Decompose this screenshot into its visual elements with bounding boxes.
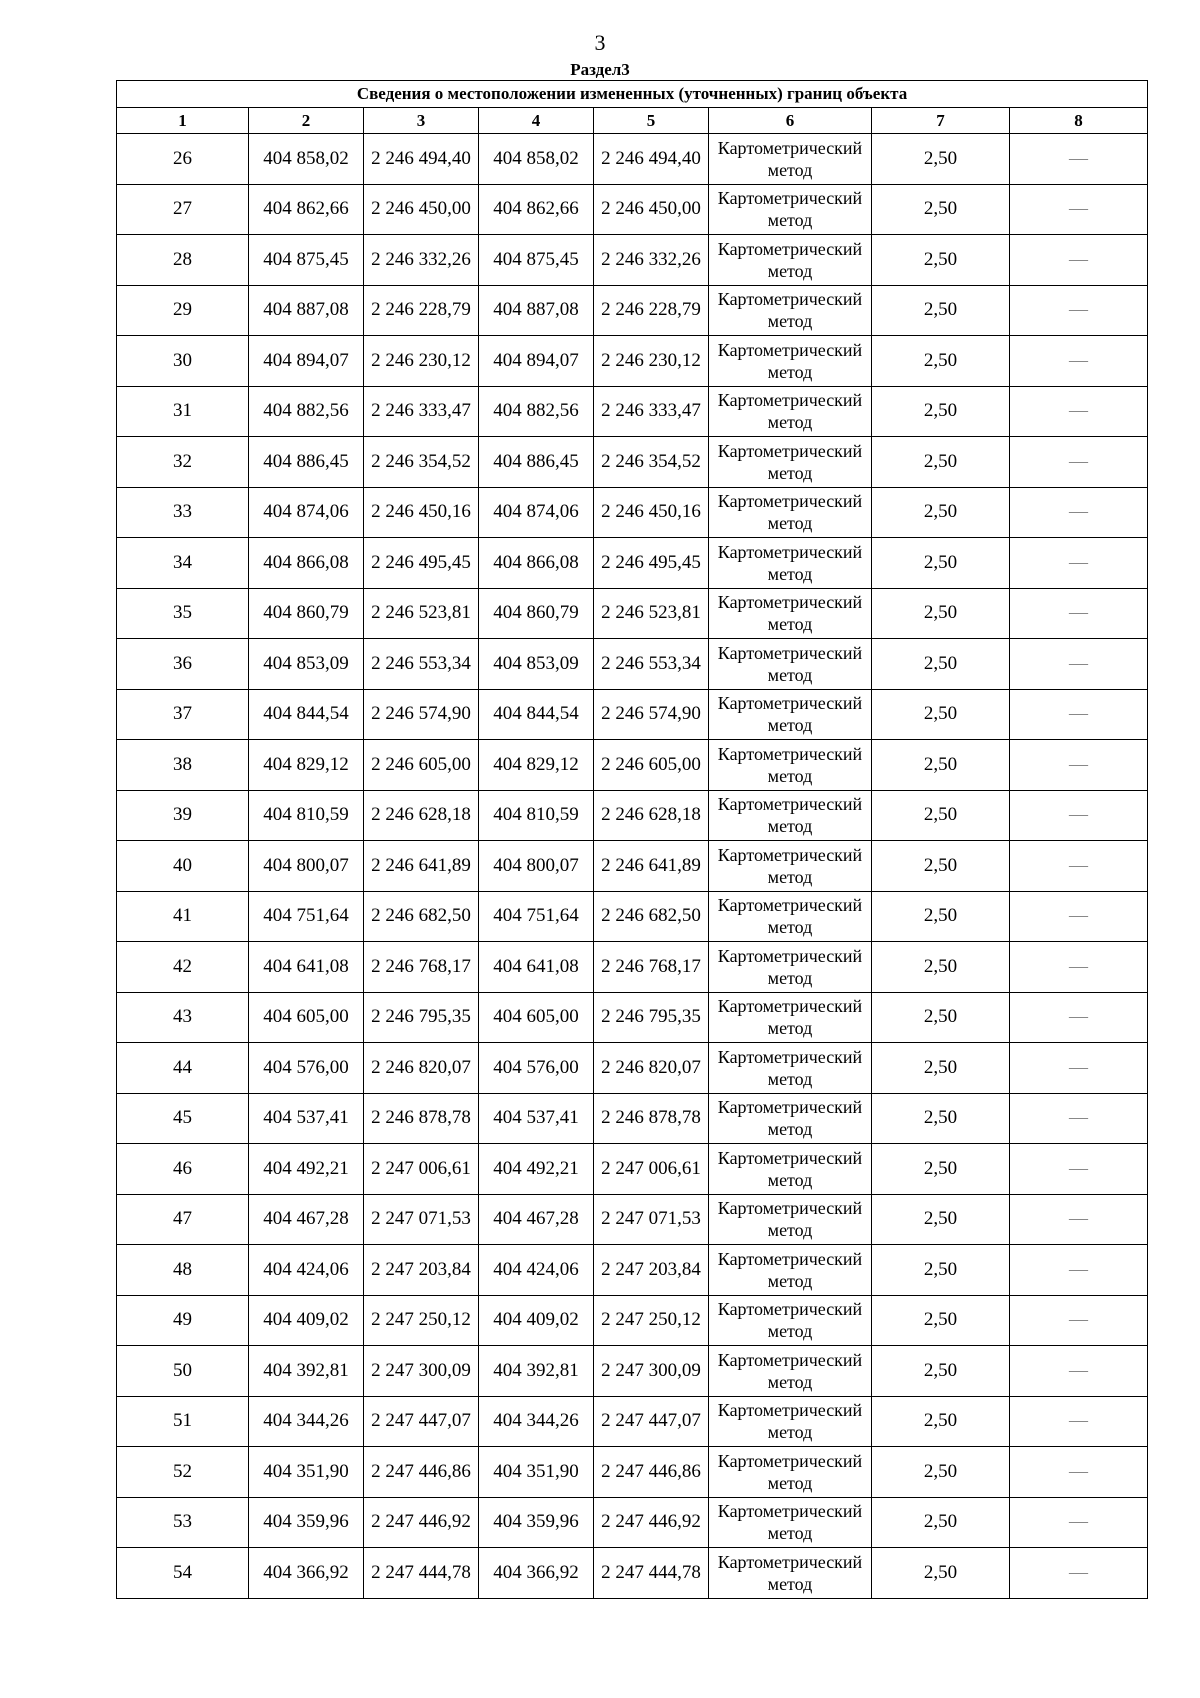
cell-description: — xyxy=(1010,1548,1148,1599)
cell-x-existing: 404 366,92 xyxy=(249,1548,364,1599)
table-row xyxy=(117,1447,1148,1498)
cell-accuracy: 2,50 xyxy=(872,639,1010,690)
cell-y-existing: 2 246 354,52 xyxy=(364,437,479,488)
cell-x-existing: 404 641,08 xyxy=(249,942,364,993)
column-number: 4 xyxy=(479,108,594,134)
cell-point-number: 50 xyxy=(117,1346,249,1397)
cell-accuracy: 2,50 xyxy=(872,538,1010,589)
cell-accuracy: 2,50 xyxy=(872,386,1010,437)
cell-description: — xyxy=(1010,1295,1148,1346)
cell-point-number: 33 xyxy=(117,487,249,538)
cell-y-existing: 2 246 878,78 xyxy=(364,1093,479,1144)
cell-method: Картометрический метод xyxy=(709,891,872,942)
cell-y-existing: 2 246 494,40 xyxy=(364,134,479,185)
cell-x-refined: 404 882,56 xyxy=(479,386,594,437)
cell-method: Картометрический метод xyxy=(709,1295,872,1346)
cell-description: — xyxy=(1010,1346,1148,1397)
cell-y-existing: 2 246 795,35 xyxy=(364,992,479,1043)
cell-x-existing: 404 359,96 xyxy=(249,1497,364,1548)
cell-y-existing: 2 246 768,17 xyxy=(364,942,479,993)
table-row xyxy=(117,942,1148,993)
table-row xyxy=(117,689,1148,740)
cell-x-existing: 404 537,41 xyxy=(249,1093,364,1144)
cell-y-refined: 2 246 820,07 xyxy=(594,1043,709,1094)
cell-accuracy: 2,50 xyxy=(872,1346,1010,1397)
cell-method: Картометрический метод xyxy=(709,1396,872,1447)
cell-x-existing: 404 424,06 xyxy=(249,1245,364,1296)
cell-x-refined: 404 862,66 xyxy=(479,184,594,235)
cell-description: — xyxy=(1010,1447,1148,1498)
cell-y-refined: 2 247 250,12 xyxy=(594,1295,709,1346)
cell-method: Картометрический метод xyxy=(709,1245,872,1296)
cell-method: Картометрический метод xyxy=(709,134,872,185)
cell-y-existing: 2 247 006,61 xyxy=(364,1144,479,1195)
cell-method: Картометрический метод xyxy=(709,1093,872,1144)
cell-y-existing: 2 247 203,84 xyxy=(364,1245,479,1296)
cell-point-number: 43 xyxy=(117,992,249,1043)
cell-x-refined: 404 800,07 xyxy=(479,841,594,892)
table-row xyxy=(117,1295,1148,1346)
cell-x-existing: 404 874,06 xyxy=(249,487,364,538)
cell-point-number: 54 xyxy=(117,1548,249,1599)
table-row xyxy=(117,235,1148,286)
cell-x-refined: 404 492,21 xyxy=(479,1144,594,1195)
cell-point-number: 46 xyxy=(117,1144,249,1195)
column-number: 7 xyxy=(872,108,1010,134)
cell-y-existing: 2 246 574,90 xyxy=(364,689,479,740)
cell-method: Картометрический метод xyxy=(709,992,872,1043)
cell-point-number: 51 xyxy=(117,1396,249,1447)
cell-accuracy: 2,50 xyxy=(872,942,1010,993)
cell-y-refined: 2 247 071,53 xyxy=(594,1194,709,1245)
table-row xyxy=(117,891,1148,942)
cell-description: — xyxy=(1010,184,1148,235)
cell-x-existing: 404 392,81 xyxy=(249,1346,364,1397)
cell-y-refined: 2 246 354,52 xyxy=(594,437,709,488)
cell-y-existing: 2 246 495,45 xyxy=(364,538,479,589)
cell-y-existing: 2 247 071,53 xyxy=(364,1194,479,1245)
cell-x-existing: 404 887,08 xyxy=(249,285,364,336)
cell-description: — xyxy=(1010,1396,1148,1447)
cell-y-existing: 2 246 641,89 xyxy=(364,841,479,892)
cell-y-existing: 2 246 820,07 xyxy=(364,1043,479,1094)
cell-method: Картометрический метод xyxy=(709,1144,872,1195)
cell-x-existing: 404 866,08 xyxy=(249,538,364,589)
table-row xyxy=(117,740,1148,791)
table-row xyxy=(117,1396,1148,1447)
cell-x-existing: 404 467,28 xyxy=(249,1194,364,1245)
cell-description: — xyxy=(1010,841,1148,892)
cell-accuracy: 2,50 xyxy=(872,336,1010,387)
cell-point-number: 29 xyxy=(117,285,249,336)
cell-description: — xyxy=(1010,285,1148,336)
cell-point-number: 53 xyxy=(117,1497,249,1548)
cell-point-number: 47 xyxy=(117,1194,249,1245)
cell-x-refined: 404 409,02 xyxy=(479,1295,594,1346)
cell-accuracy: 2,50 xyxy=(872,1396,1010,1447)
cell-accuracy: 2,50 xyxy=(872,1447,1010,1498)
cell-y-existing: 2 246 332,26 xyxy=(364,235,479,286)
cell-x-refined: 404 344,26 xyxy=(479,1396,594,1447)
cell-y-refined: 2 247 006,61 xyxy=(594,1144,709,1195)
table-row xyxy=(117,992,1148,1043)
cell-y-existing: 2 246 450,16 xyxy=(364,487,479,538)
cell-x-refined: 404 866,08 xyxy=(479,538,594,589)
cell-y-existing: 2 247 300,09 xyxy=(364,1346,479,1397)
cell-method: Картометрический метод xyxy=(709,1346,872,1397)
cell-y-refined: 2 246 795,35 xyxy=(594,992,709,1043)
cell-method: Картометрический метод xyxy=(709,285,872,336)
cell-y-refined: 2 246 628,18 xyxy=(594,790,709,841)
cell-method: Картометрический метод xyxy=(709,790,872,841)
column-number: 2 xyxy=(249,108,364,134)
cell-x-existing: 404 605,00 xyxy=(249,992,364,1043)
column-number-row xyxy=(117,108,1148,134)
column-number: 8 xyxy=(1010,108,1148,134)
cell-x-refined: 404 874,06 xyxy=(479,487,594,538)
cell-description: — xyxy=(1010,336,1148,387)
cell-x-existing: 404 751,64 xyxy=(249,891,364,942)
table-row xyxy=(117,1245,1148,1296)
cell-x-refined: 404 467,28 xyxy=(479,1194,594,1245)
table-row xyxy=(117,841,1148,892)
cell-x-refined: 404 886,45 xyxy=(479,437,594,488)
cell-x-refined: 404 875,45 xyxy=(479,235,594,286)
cell-x-existing: 404 829,12 xyxy=(249,740,364,791)
cell-point-number: 48 xyxy=(117,1245,249,1296)
cell-x-existing: 404 576,00 xyxy=(249,1043,364,1094)
cell-point-number: 45 xyxy=(117,1093,249,1144)
cell-description: — xyxy=(1010,588,1148,639)
cell-method: Картометрический метод xyxy=(709,1497,872,1548)
cell-method: Картометрический метод xyxy=(709,1447,872,1498)
cell-accuracy: 2,50 xyxy=(872,1144,1010,1195)
cell-x-existing: 404 894,07 xyxy=(249,336,364,387)
cell-point-number: 27 xyxy=(117,184,249,235)
cell-x-refined: 404 829,12 xyxy=(479,740,594,791)
table-row xyxy=(117,285,1148,336)
cell-description: — xyxy=(1010,1093,1148,1144)
cell-y-existing: 2 246 230,12 xyxy=(364,336,479,387)
table-title-row xyxy=(117,81,1148,108)
cell-accuracy: 2,50 xyxy=(872,891,1010,942)
cell-y-refined: 2 246 450,00 xyxy=(594,184,709,235)
cell-y-existing: 2 247 250,12 xyxy=(364,1295,479,1346)
cell-accuracy: 2,50 xyxy=(872,1194,1010,1245)
cell-y-refined: 2 247 446,92 xyxy=(594,1497,709,1548)
cell-x-existing: 404 858,02 xyxy=(249,134,364,185)
table-row xyxy=(117,1194,1148,1245)
cell-point-number: 35 xyxy=(117,588,249,639)
cell-point-number: 32 xyxy=(117,437,249,488)
cell-x-existing: 404 409,02 xyxy=(249,1295,364,1346)
cell-description: — xyxy=(1010,1245,1148,1296)
cell-x-refined: 404 844,54 xyxy=(479,689,594,740)
cell-x-existing: 404 810,59 xyxy=(249,790,364,841)
table-row xyxy=(117,336,1148,387)
cell-y-refined: 2 246 332,26 xyxy=(594,235,709,286)
cell-method: Картометрический метод xyxy=(709,336,872,387)
cell-method: Картометрический метод xyxy=(709,639,872,690)
cell-description: — xyxy=(1010,639,1148,690)
cell-x-refined: 404 366,92 xyxy=(479,1548,594,1599)
cell-y-existing: 2 247 446,92 xyxy=(364,1497,479,1548)
cell-x-existing: 404 860,79 xyxy=(249,588,364,639)
cell-accuracy: 2,50 xyxy=(872,1043,1010,1094)
cell-method: Картометрический метод xyxy=(709,386,872,437)
cell-y-refined: 2 246 494,40 xyxy=(594,134,709,185)
table-row xyxy=(117,134,1148,185)
cell-x-refined: 404 894,07 xyxy=(479,336,594,387)
cell-y-refined: 2 247 444,78 xyxy=(594,1548,709,1599)
cell-description: — xyxy=(1010,790,1148,841)
cell-accuracy: 2,50 xyxy=(872,992,1010,1043)
cell-x-refined: 404 887,08 xyxy=(479,285,594,336)
cell-accuracy: 2,50 xyxy=(872,1245,1010,1296)
cell-y-refined: 2 246 641,89 xyxy=(594,841,709,892)
cell-point-number: 38 xyxy=(117,740,249,791)
table-row xyxy=(117,1144,1148,1195)
cell-y-existing: 2 246 228,79 xyxy=(364,285,479,336)
cell-y-existing: 2 246 523,81 xyxy=(364,588,479,639)
cell-x-existing: 404 862,66 xyxy=(249,184,364,235)
table-row xyxy=(117,437,1148,488)
table-row xyxy=(117,1093,1148,1144)
cell-description: — xyxy=(1010,487,1148,538)
cell-y-existing: 2 247 446,86 xyxy=(364,1447,479,1498)
cell-method: Картометрический метод xyxy=(709,184,872,235)
table-row xyxy=(117,386,1148,437)
cell-method: Картометрический метод xyxy=(709,1194,872,1245)
cell-point-number: 26 xyxy=(117,134,249,185)
cell-method: Картометрический метод xyxy=(709,235,872,286)
cell-x-refined: 404 576,00 xyxy=(479,1043,594,1094)
cell-x-existing: 404 492,21 xyxy=(249,1144,364,1195)
cell-y-refined: 2 247 300,09 xyxy=(594,1346,709,1397)
cell-y-existing: 2 246 553,34 xyxy=(364,639,479,690)
table-row xyxy=(117,1548,1148,1599)
cell-description: — xyxy=(1010,740,1148,791)
cell-point-number: 30 xyxy=(117,336,249,387)
table-row xyxy=(117,1497,1148,1548)
cell-description: — xyxy=(1010,1043,1148,1094)
cell-x-refined: 404 853,09 xyxy=(479,639,594,690)
cell-y-refined: 2 246 333,47 xyxy=(594,386,709,437)
cell-accuracy: 2,50 xyxy=(872,1548,1010,1599)
table-row xyxy=(117,184,1148,235)
cell-x-existing: 404 844,54 xyxy=(249,689,364,740)
cell-point-number: 39 xyxy=(117,790,249,841)
cell-accuracy: 2,50 xyxy=(872,1093,1010,1144)
cell-x-refined: 404 392,81 xyxy=(479,1346,594,1397)
cell-method: Картометрический метод xyxy=(709,740,872,791)
cell-y-existing: 2 247 444,78 xyxy=(364,1548,479,1599)
cell-accuracy: 2,50 xyxy=(872,790,1010,841)
cell-accuracy: 2,50 xyxy=(872,184,1010,235)
cell-method: Картометрический метод xyxy=(709,689,872,740)
cell-y-refined: 2 246 230,12 xyxy=(594,336,709,387)
cell-description: — xyxy=(1010,386,1148,437)
cell-x-refined: 404 751,64 xyxy=(479,891,594,942)
cell-accuracy: 2,50 xyxy=(872,740,1010,791)
cell-x-existing: 404 344,26 xyxy=(249,1396,364,1447)
cell-method: Картометрический метод xyxy=(709,1043,872,1094)
cell-x-refined: 404 810,59 xyxy=(479,790,594,841)
cell-y-refined: 2 247 203,84 xyxy=(594,1245,709,1296)
cell-y-refined: 2 246 768,17 xyxy=(594,942,709,993)
cell-description: — xyxy=(1010,1194,1148,1245)
cell-point-number: 36 xyxy=(117,639,249,690)
cell-point-number: 41 xyxy=(117,891,249,942)
column-number: 5 xyxy=(594,108,709,134)
cell-y-refined: 2 246 228,79 xyxy=(594,285,709,336)
cell-x-refined: 404 860,79 xyxy=(479,588,594,639)
cell-description: — xyxy=(1010,1497,1148,1548)
cell-accuracy: 2,50 xyxy=(872,841,1010,892)
cell-x-existing: 404 882,56 xyxy=(249,386,364,437)
cell-x-refined: 404 351,90 xyxy=(479,1447,594,1498)
cell-description: — xyxy=(1010,235,1148,286)
table-title: Сведения о местоположении измененных (уточненных) границ объекта xyxy=(117,81,1148,108)
cell-accuracy: 2,50 xyxy=(872,134,1010,185)
cell-y-existing: 2 246 605,00 xyxy=(364,740,479,791)
cell-x-refined: 404 858,02 xyxy=(479,134,594,185)
cell-method: Картометрический метод xyxy=(709,437,872,488)
cell-point-number: 52 xyxy=(117,1447,249,1498)
cell-point-number: 34 xyxy=(117,538,249,589)
cell-point-number: 40 xyxy=(117,841,249,892)
cell-accuracy: 2,50 xyxy=(872,588,1010,639)
cell-accuracy: 2,50 xyxy=(872,689,1010,740)
cell-y-existing: 2 246 450,00 xyxy=(364,184,479,235)
cell-accuracy: 2,50 xyxy=(872,1497,1010,1548)
column-number: 1 xyxy=(117,108,249,134)
cell-y-refined: 2 246 495,45 xyxy=(594,538,709,589)
cell-accuracy: 2,50 xyxy=(872,437,1010,488)
cell-point-number: 44 xyxy=(117,1043,249,1094)
cell-description: — xyxy=(1010,1144,1148,1195)
cell-y-refined: 2 246 450,16 xyxy=(594,487,709,538)
cell-description: — xyxy=(1010,891,1148,942)
table-row xyxy=(117,1346,1148,1397)
cell-y-refined: 2 246 878,78 xyxy=(594,1093,709,1144)
cell-y-existing: 2 246 682,50 xyxy=(364,891,479,942)
cell-accuracy: 2,50 xyxy=(872,285,1010,336)
table-row xyxy=(117,487,1148,538)
cell-description: — xyxy=(1010,992,1148,1043)
cell-x-refined: 404 537,41 xyxy=(479,1093,594,1144)
boundary-coordinates-table xyxy=(116,80,1148,1599)
page-number: 3 xyxy=(594,30,606,55)
cell-x-existing: 404 853,09 xyxy=(249,639,364,690)
cell-y-existing: 2 246 333,47 xyxy=(364,386,479,437)
cell-point-number: 31 xyxy=(117,386,249,437)
table-row xyxy=(117,790,1148,841)
cell-point-number: 42 xyxy=(117,942,249,993)
cell-accuracy: 2,50 xyxy=(872,1295,1010,1346)
cell-x-existing: 404 351,90 xyxy=(249,1447,364,1498)
cell-x-refined: 404 641,08 xyxy=(479,942,594,993)
cell-description: — xyxy=(1010,689,1148,740)
cell-y-refined: 2 247 447,07 xyxy=(594,1396,709,1447)
cell-method: Картометрический метод xyxy=(709,942,872,993)
table-body xyxy=(117,134,1148,1599)
cell-method: Картометрический метод xyxy=(709,538,872,589)
cell-y-refined: 2 247 446,86 xyxy=(594,1447,709,1498)
cell-method: Картометрический метод xyxy=(709,588,872,639)
cell-method: Картометрический метод xyxy=(709,841,872,892)
cell-point-number: 37 xyxy=(117,689,249,740)
cell-x-existing: 404 800,07 xyxy=(249,841,364,892)
cell-x-refined: 404 424,06 xyxy=(479,1245,594,1296)
cell-point-number: 49 xyxy=(117,1295,249,1346)
section-title: Раздел3 xyxy=(570,60,630,79)
cell-y-existing: 2 247 447,07 xyxy=(364,1396,479,1447)
cell-y-refined: 2 246 553,34 xyxy=(594,639,709,690)
cell-y-refined: 2 246 682,50 xyxy=(594,891,709,942)
cell-x-existing: 404 886,45 xyxy=(249,437,364,488)
cell-x-refined: 404 605,00 xyxy=(479,992,594,1043)
cell-description: — xyxy=(1010,942,1148,993)
table-row xyxy=(117,538,1148,589)
cell-description: — xyxy=(1010,134,1148,185)
cell-description: — xyxy=(1010,538,1148,589)
cell-y-existing: 2 246 628,18 xyxy=(364,790,479,841)
table-row xyxy=(117,588,1148,639)
cell-method: Картометрический метод xyxy=(709,487,872,538)
cell-point-number: 28 xyxy=(117,235,249,286)
column-number: 6 xyxy=(709,108,872,134)
column-number: 3 xyxy=(364,108,479,134)
cell-y-refined: 2 246 574,90 xyxy=(594,689,709,740)
cell-x-existing: 404 875,45 xyxy=(249,235,364,286)
table-row xyxy=(117,1043,1148,1094)
cell-accuracy: 2,50 xyxy=(872,487,1010,538)
cell-method: Картометрический метод xyxy=(709,1548,872,1599)
cell-x-refined: 404 359,96 xyxy=(479,1497,594,1548)
cell-y-refined: 2 246 605,00 xyxy=(594,740,709,791)
cell-description: — xyxy=(1010,437,1148,488)
cell-y-refined: 2 246 523,81 xyxy=(594,588,709,639)
table-row xyxy=(117,639,1148,690)
cell-accuracy: 2,50 xyxy=(872,235,1010,286)
